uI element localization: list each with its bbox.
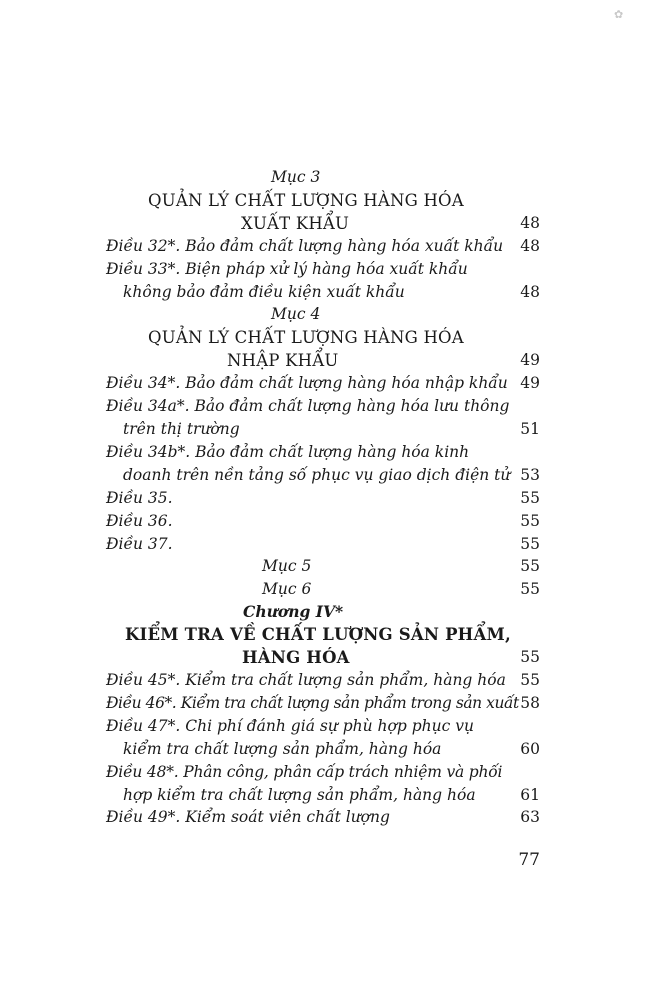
section-4-title-line-1 xyxy=(0,326,647,349)
section-4-label-line xyxy=(0,303,647,326)
toc-entry-page: 55 xyxy=(520,535,540,553)
toc-entry-text: Điều 46*. Kiểm tra chất lượng sản phẩm trong sản xuất xyxy=(106,694,519,712)
section-3-label: Mục 3 xyxy=(271,168,321,186)
toc-entry-dieu-35[interactable] xyxy=(0,487,647,510)
section-4-title-2: NHẬP KHẨU xyxy=(227,351,339,370)
section-4-label: Mục 4 xyxy=(271,305,321,323)
section-3-title-line-2 xyxy=(0,212,647,235)
toc-entry-dieu-48[interactable] xyxy=(0,761,647,784)
toc-entry-dieu-49[interactable] xyxy=(0,806,647,829)
toc-entry-page: 63 xyxy=(520,808,540,826)
toc-entry-page: 51 xyxy=(520,420,540,438)
toc-entry-dieu-46[interactable] xyxy=(0,692,647,715)
section-4-title-1: QUẢN LÝ CHẤT LƯỢNG HÀNG HÓA xyxy=(148,328,464,347)
toc-entry-page: 55 xyxy=(520,671,540,689)
toc-entry-page: 55 xyxy=(520,512,540,530)
toc-entry-dieu-34b-cont[interactable] xyxy=(0,464,647,487)
toc-entry-page: 55 xyxy=(520,580,540,598)
chapter-4-page: 55 xyxy=(520,648,540,666)
toc-entry-dieu-48-cont[interactable] xyxy=(0,784,647,807)
toc-entry-page: 53 xyxy=(520,466,540,484)
toc-entry-dieu-34[interactable] xyxy=(0,372,647,395)
toc-entry-dieu-33[interactable] xyxy=(0,258,647,281)
toc-entry-text: Điều 36. xyxy=(106,512,173,530)
toc-entry-section-5[interactable] xyxy=(0,555,647,578)
toc-entry-dieu-32[interactable] xyxy=(0,235,647,258)
toc-entry-page: 58 xyxy=(520,694,540,712)
toc-entry-text: Điều 34*. Bảo đảm chất lượng hàng hóa nhập khẩu xyxy=(106,374,508,392)
section-3-label-line xyxy=(0,166,647,189)
section-3-title-2: XUẤT KHẨU xyxy=(241,214,350,233)
toc-entry-text: Điều 45*. Kiểm tra chất lượng sản phẩm, hàng hóa xyxy=(106,671,506,689)
toc-entry-dieu-33-cont[interactable] xyxy=(0,281,647,304)
toc-entry-dieu-36[interactable] xyxy=(0,510,647,533)
toc-entry-dieu-47-cont[interactable] xyxy=(0,738,647,761)
toc-entry-text: hợp kiểm tra chất lượng sản phẩm, hàng hóa xyxy=(123,786,476,804)
toc-entry-dieu-47[interactable] xyxy=(0,715,647,738)
toc-entry-dieu-34a-cont[interactable] xyxy=(0,418,647,441)
toc-entry-page: 49 xyxy=(520,374,540,392)
toc-entry-text: kiểm tra chất lượng sản phẩm, hàng hóa xyxy=(123,740,442,758)
section-3-title-1: QUẢN LÝ CHẤT LƯỢNG HÀNG HÓA xyxy=(148,191,464,210)
chapter-4-label-line xyxy=(0,600,647,623)
section-6-label: Mục 6 xyxy=(262,580,312,598)
toc-entry-dieu-37[interactable] xyxy=(0,533,647,556)
toc-entry-text: Điều 48*. Phân công, phân cấp trách nhiệm và phối xyxy=(106,763,503,781)
section-4-page: 49 xyxy=(520,351,540,369)
toc-entry-text: Điều 47*. Chi phí đánh giá sự phù hợp phục vụ xyxy=(106,717,474,735)
page-number: 77 xyxy=(518,850,540,870)
toc-entry-page: 60 xyxy=(520,740,540,758)
chapter-4-title-2: HÀNG HÓA xyxy=(242,648,350,667)
toc-entry-text: Điều 34b*. Bảo đảm chất lượng hàng hóa kinh xyxy=(106,443,470,461)
toc-entry-dieu-34a[interactable] xyxy=(0,395,647,418)
toc-entry-text: doanh trên nền tảng số phục vụ giao dịch điện tử xyxy=(123,466,511,484)
toc-entry-dieu-34b[interactable] xyxy=(0,441,647,464)
flower-icon: ✿ xyxy=(614,8,624,21)
chapter-4-title-line-1 xyxy=(0,623,647,646)
toc-entry-text: Điều 34a*. Bảo đảm chất lượng hàng hóa lưu thông xyxy=(106,397,510,415)
toc-entry-page: 48 xyxy=(520,283,540,301)
toc-entry-page: 55 xyxy=(520,489,540,507)
toc-entry-text: trên thị trường xyxy=(123,420,240,438)
chapter-4-title-line-2 xyxy=(0,646,647,669)
toc-entry-text: Điều 49*. Kiểm soát viên chất lượng xyxy=(106,808,390,826)
section-3-title-line-1 xyxy=(0,189,647,212)
toc-entry-text: Điều 35. xyxy=(106,489,173,507)
toc-entry-page: 48 xyxy=(520,237,540,255)
toc-entry-page: 61 xyxy=(520,786,540,804)
section-3-page: 48 xyxy=(520,214,540,232)
toc-entry-page: 55 xyxy=(520,557,540,575)
section-5-label: Mục 5 xyxy=(262,557,312,575)
chapter-4-title-1: KIỂM TRA VỀ CHẤT LƯỢNG SẢN PHẨM, xyxy=(125,625,511,644)
toc-entry-text: không bảo đảm điều kiện xuất khẩu xyxy=(123,283,405,301)
toc-entry-dieu-45[interactable] xyxy=(0,669,647,692)
toc-entry-section-6[interactable] xyxy=(0,578,647,601)
chapter-4-label: Chương IV* xyxy=(243,602,344,621)
section-4-title-line-2 xyxy=(0,349,647,372)
toc-entry-text: Điều 32*. Bảo đảm chất lượng hàng hóa xuất khẩu xyxy=(106,237,504,255)
toc-entry-text: Điều 37. xyxy=(106,535,173,553)
toc-entry-text: Điều 33*. Biện pháp xử lý hàng hóa xuất khẩu xyxy=(106,260,468,278)
